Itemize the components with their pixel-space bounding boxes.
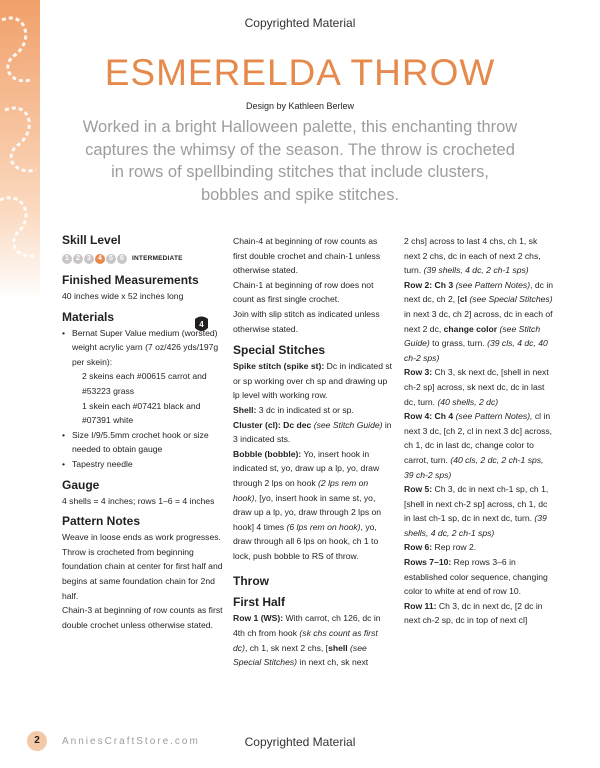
row-3-count: (40 shells, 2 dc) bbox=[437, 396, 499, 407]
row-1-note-1: (sk chs count as first dc) bbox=[233, 628, 378, 653]
gauge-text: 4 shells = 4 inches; rows 1–6 = 4 inches bbox=[62, 495, 215, 506]
skill-dot-6: 6 bbox=[117, 254, 127, 264]
row-2-label: Row 2: Ch 3 bbox=[404, 279, 454, 290]
row-1-label: Row 1 (WS): bbox=[233, 613, 284, 624]
row-11-label: Row 11: bbox=[404, 600, 437, 611]
row-2-text-2: in next 3 dc, ch 2] across, dc in each of next 2 dc, bbox=[404, 308, 553, 334]
finished-measurements-text: 40 inches wide x 52 inches long bbox=[62, 291, 184, 301]
gauge-heading: Gauge bbox=[62, 477, 100, 492]
row-1-text-3: in next ch, sk next bbox=[297, 657, 369, 668]
row-2-cl: cl bbox=[459, 294, 468, 305]
stitch-bobble bbox=[233, 447, 393, 564]
row-4-text: cl in next 3 dc, [ch 2, cl in next 3 dc] across, ch 1, dc in last dc, change color to carrot, turn. bbox=[404, 411, 553, 465]
stitch-cluster-ref: (see Stitch Guide) bbox=[311, 419, 383, 430]
row-6-label: Row 6: bbox=[404, 542, 433, 553]
row-1-shell: shell bbox=[328, 642, 348, 653]
pattern-title: ESMERELDA THROW bbox=[104, 52, 496, 93]
material-needle: • Tapestry needle bbox=[62, 457, 227, 472]
stitch-bobble-text-1: Yo, insert hook in indicated st, yo, draw up a lp, yo, draw through 2 lps on hook bbox=[233, 448, 380, 488]
row-5-count: (39 shells, 4 dc, 2 ch-1 sps) bbox=[404, 513, 547, 538]
material-yarn-black-white bbox=[62, 399, 227, 428]
row-2-count: (39 cls, 4 dc, 40 ch-2 sps) bbox=[404, 338, 548, 363]
material-yarn-carrot-grass-text: 2 skeins each #00615 carrot and #53223 grass bbox=[82, 371, 207, 396]
stitch-bobble-note-2: (6 lps rem on hook) bbox=[286, 521, 361, 532]
copyright-notice-bottom: Copyrighted Material bbox=[244, 735, 356, 749]
row-2-note-1: (see Pattern Notes) bbox=[453, 279, 531, 290]
stitch-bobble-note-1: (2 lps rem on hook) bbox=[233, 477, 369, 503]
footer-site-link[interactable]: AnniesCraftStore.com bbox=[62, 736, 200, 747]
copyright-notice-top: Copyrighted Material bbox=[244, 16, 356, 30]
material-yarn-carrot-grass bbox=[62, 369, 227, 398]
row-2-change-color: change color bbox=[443, 323, 498, 334]
row-4-label: Row 4: Ch 4 bbox=[404, 411, 454, 422]
skill-level-label: INTERMEDIATE bbox=[132, 254, 183, 262]
first-half-heading: First Half bbox=[233, 595, 286, 610]
material-yarn-black-white-text: 1 skein each #07421 black and #07391 white bbox=[82, 400, 201, 426]
column-2 bbox=[233, 234, 393, 670]
row-11-text: Ch 3, dc in next dc, [2 dc in next ch-2 sp, dc in top of next cl] bbox=[404, 600, 543, 626]
pattern-notes-heading: Pattern Notes bbox=[62, 514, 141, 529]
special-stitches-heading: Special Stitches bbox=[233, 343, 326, 358]
row-2-text-3: to grass, turn. bbox=[429, 338, 488, 349]
row-4 bbox=[404, 409, 554, 482]
stitch-cluster-label: Cluster (cl): Dc dec bbox=[233, 419, 312, 430]
row-1-cont-count: (39 shells, 4 dc, 2 ch-1 sps) bbox=[421, 265, 529, 276]
rows-7-10-text: Rep rows 3–6 in established color sequence, changing color to white at end of row 10. bbox=[404, 557, 548, 597]
pattern-note: Join with slip stitch as indicated unless otherwise stated. bbox=[233, 308, 380, 334]
row-1-text-1: With carrot, ch 126, dc in 4th ch from hook bbox=[233, 613, 381, 639]
designer-credit: Design by Kathleen Berlew bbox=[245, 101, 355, 111]
row-1-continued bbox=[404, 234, 554, 278]
row-4-count: (40 cls, 2 dc, 2 ch-1 sps, 39 ch-2 sps) bbox=[404, 454, 544, 480]
stitch-spike-label: Spike stitch (spike st): bbox=[233, 361, 325, 372]
skill-dot-4: 4 bbox=[95, 254, 105, 264]
row-1 bbox=[233, 611, 393, 669]
pattern-note: Chain-3 at beginning of row counts as first double crochet unless otherwise stated. bbox=[62, 605, 223, 630]
row-3-label: Row 3: bbox=[404, 367, 433, 378]
rows-7-10 bbox=[404, 555, 554, 599]
row-2-text-1: , dc in next dc, ch 2, [ bbox=[404, 279, 554, 305]
stitch-bobble-text-3: , yo, draw through all 6 lps on hook, ch 1 to lock, push bobble to RS of throw. bbox=[233, 521, 379, 561]
row-4-note: (see Pattern Notes), bbox=[453, 411, 533, 422]
row-6 bbox=[404, 540, 554, 555]
decorative-swirl-border bbox=[0, 0, 40, 300]
materials-list bbox=[62, 326, 227, 472]
material-yarn: • Bernat Super Value medium (worsted) weight acrylic yarn (7 oz/426 yds/197g per skein): bbox=[62, 326, 227, 370]
yarn-weight-number: 4 bbox=[199, 320, 204, 329]
row-2 bbox=[404, 278, 554, 366]
throw-heading: Throw bbox=[233, 574, 269, 589]
column-3 bbox=[404, 234, 554, 628]
stitch-spike-text: Dc in indicated st or sp working over ch sp and drawing up lp level with working row. bbox=[233, 361, 393, 401]
skill-level-indicator bbox=[62, 251, 227, 267]
finished-measurements-heading: Finished Measurements bbox=[62, 273, 199, 287]
rows-7-10-label: Rows 7–10: bbox=[404, 557, 452, 568]
pattern-note: Throw is crocheted from beginning foundation chain at center for first half and begins at same foundation chain for 2nd half. bbox=[62, 546, 223, 601]
row-1-cont-text: 2 chs] across to last 4 chs, ch 1, sk next 2 chs, dc in each of next 2 chs, turn. bbox=[404, 236, 541, 276]
pattern-note: Chain-1 at beginning of row does not count as first single crochet. bbox=[233, 279, 374, 305]
pattern-note: Chain-4 at beginning of row counts as first double crochet and chain-1 unless otherwise stated. bbox=[233, 236, 381, 276]
row-5 bbox=[404, 482, 554, 540]
row-2-note-3: (see Stitch Guide) bbox=[404, 323, 541, 349]
column-1 bbox=[62, 232, 227, 632]
row-3-text: Ch 3, sk next dc, [shell in next ch-2 sp] across, sk next dc, dc in last dc, turn. bbox=[404, 367, 549, 407]
page-number: 2 bbox=[27, 731, 47, 751]
stitch-shell-text: 3 dc in indicated st or sp. bbox=[256, 404, 354, 415]
row-3 bbox=[404, 365, 554, 409]
stitch-spike bbox=[233, 359, 393, 403]
skill-dot-2: 2 bbox=[73, 254, 83, 264]
pattern-note: Weave in loose ends as work progresses. bbox=[62, 532, 221, 543]
skill-dot-3: 3 bbox=[84, 254, 94, 264]
material-hook: • Size I/9/5.5mm crochet hook or size needed to obtain gauge bbox=[62, 428, 227, 457]
skill-level-heading: Skill Level bbox=[62, 233, 121, 247]
stitch-bobble-text-2: , [yo, insert hook in same st, yo, draw up a lp, yo, draw through 2 lps on hook] 4 times bbox=[233, 492, 382, 532]
row-1-note-2: (see Special Stitches) bbox=[233, 642, 367, 668]
row-1-text-2: , ch 1, sk next 2 chs, [ bbox=[244, 642, 329, 653]
stitch-shell bbox=[233, 403, 393, 418]
row-2-note-2: (see Special Stitches) bbox=[467, 294, 553, 305]
row-11 bbox=[404, 599, 554, 628]
materials-heading: Materials bbox=[62, 309, 115, 324]
stitch-cluster-text: in 3 indicated sts. bbox=[233, 419, 392, 445]
stitch-bobble-label: Bobble (bobble): bbox=[233, 448, 302, 459]
skill-dot-1: 1 bbox=[62, 254, 72, 264]
row-5-text: Ch 3, dc in next ch-1 sp, ch 1, [shell in next ch-2 sp] across, ch 1, dc in last ch-1 sp, dc in next dc, turn. bbox=[404, 484, 549, 524]
intro-text: Worked in a bright Halloween palette, this enchanting throw captures the whimsy of the season. The throw is crocheted in rows of spellbinding stitches that include clusters, bobbles and spike stitches. bbox=[82, 118, 518, 204]
stitch-shell-label: Shell: bbox=[233, 404, 257, 415]
stitch-cluster bbox=[233, 418, 393, 447]
row-6-text: Rep row 2. bbox=[432, 542, 477, 553]
row-5-label: Row 5: bbox=[404, 484, 433, 495]
skill-dot-5: 5 bbox=[106, 254, 116, 264]
